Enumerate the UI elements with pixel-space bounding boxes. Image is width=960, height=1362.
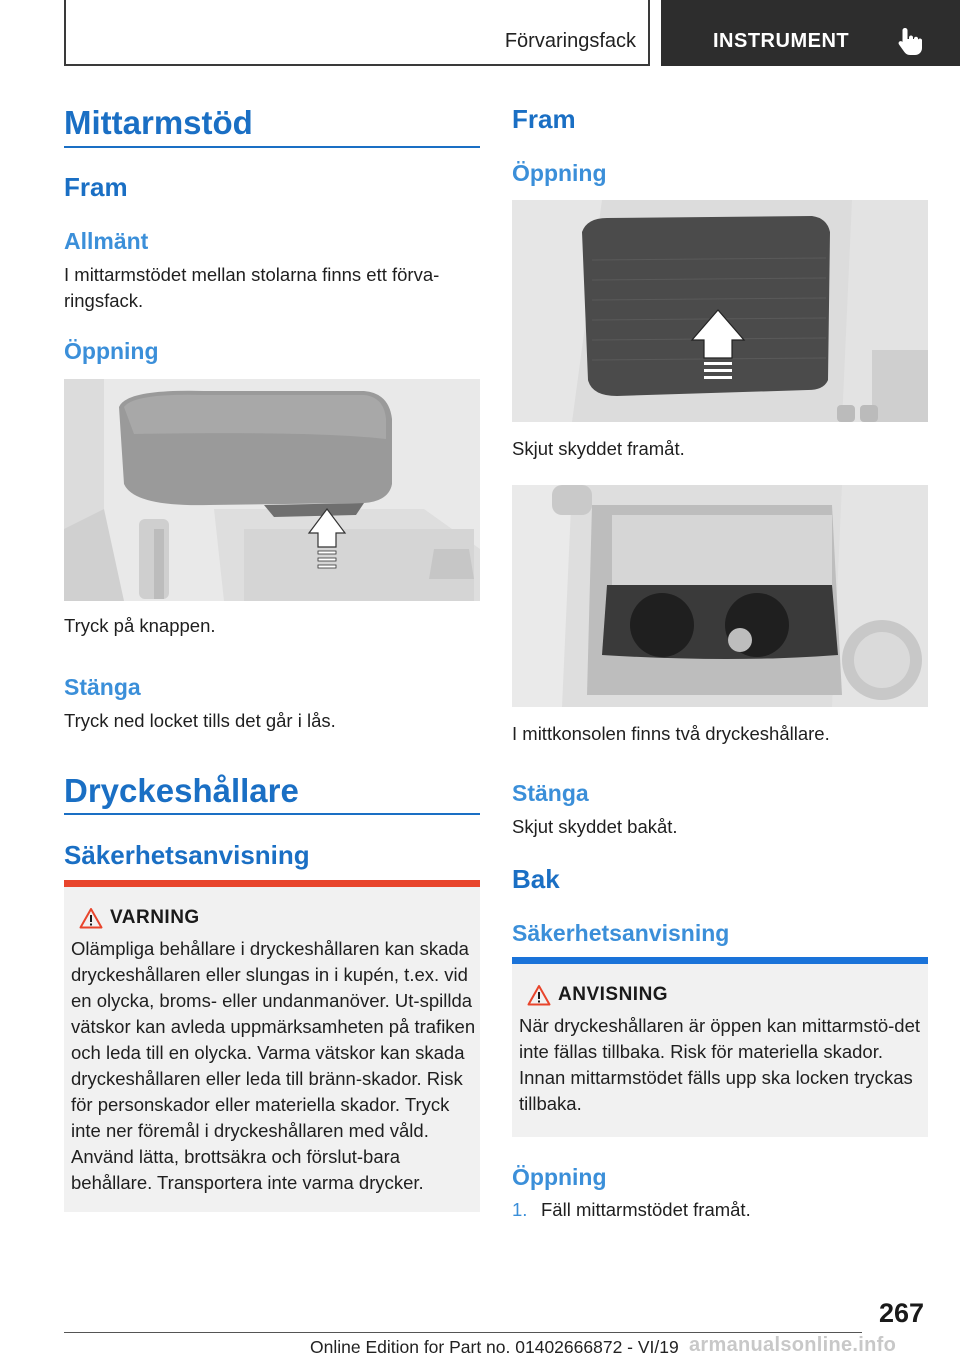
step-text: Fäll mittarmstödet framåt. [541,1199,751,1220]
heading-rule [64,146,480,148]
stanga-text: Skjut skyddet bakåt. [512,816,678,837]
heading-stanga: Stänga [64,674,141,700]
chapter-tab-label: INSTRUMENT [713,30,850,52]
cupholder-illustration [512,485,928,707]
heading-oppning: Öppning [64,338,159,364]
cover-slide-illustration [512,200,928,422]
header-frame [64,0,650,66]
warning-triangle-icon [79,907,103,929]
heading-bak: Bak [512,864,560,894]
heading-fram: Fram [512,104,576,134]
edition-text: Online Edition for Part no. 01402666872 - VI/19 [310,1337,679,1357]
warning-triangle-icon [527,984,551,1006]
caption-1: Skjut skyddet framåt. [512,438,685,459]
oppning-caption: Tryck på knappen. [64,615,216,636]
heading-stanga: Stänga [512,780,589,806]
heading-rule [64,813,480,815]
section-title: Förvaringsfack [504,30,636,52]
notice-title: ANVISNING [558,984,669,1005]
caption-2: I mittkonsolen finns två dryckeshållare. [512,723,830,744]
footer-rule [64,1332,862,1333]
allmant-text: I mittarmstödet mellan stolarna finns ett förva-ringsfack. [64,264,440,311]
step-number: 1. [512,1199,528,1220]
pointing-hand-icon [896,26,924,56]
chapter-tab[interactable] [661,0,960,66]
heading-allmant: Allmänt [64,228,149,254]
stanga-text: Tryck ned locket tills det går i lås. [64,710,336,731]
heading-dryckeshallare: Dryckeshållare [64,772,299,809]
page-number: 267 [879,1298,925,1328]
notice-text: När dryckeshållaren är öppen kan mittarmstö-det inte fällas tillbaka. Risk för materiella skador. Innan mittarmstödet fälls upp ska locken tryckas tillbaka. [519,1015,921,1114]
heading-sakerhet: Säkerhetsanvisning [64,840,310,870]
warning-box [64,880,480,1212]
warning-title: VARNING [110,907,200,928]
heading-mittarmstod: Mittarmstöd [64,104,253,141]
watermark: armanualsonline.info [689,1334,897,1356]
notice-bar [512,957,928,964]
notice-box [512,957,928,1137]
heading-fram: Fram [64,172,128,202]
warning-bar [64,880,480,887]
armrest-button-illustration [64,379,480,601]
heading-oppning-bak: Öppning [512,1164,607,1190]
warning-text: Olämpliga behållare i dryckeshållaren kan skada dryckeshållaren eller slungas in i kupén, t.ex. vid en olycka, broms- eller undanmanöver. Ut-spillda vätskor kan avleda uppmärksamheten på trafiken och leda till en olycka. Varma vätskor kan skada dryckeshållaren eller leda till bränn-skador. Risk för personskador eller materiella skador. Tryck inte ner föremål i dryckeshållaren med våld. Använd lätta, brottsäkra och förslut-bara behållare. Transportera inte varma drycker. [71,938,476,1193]
heading-oppning: Öppning [512,160,607,186]
heading-sakerhet: Säkerhetsanvisning [512,920,730,946]
